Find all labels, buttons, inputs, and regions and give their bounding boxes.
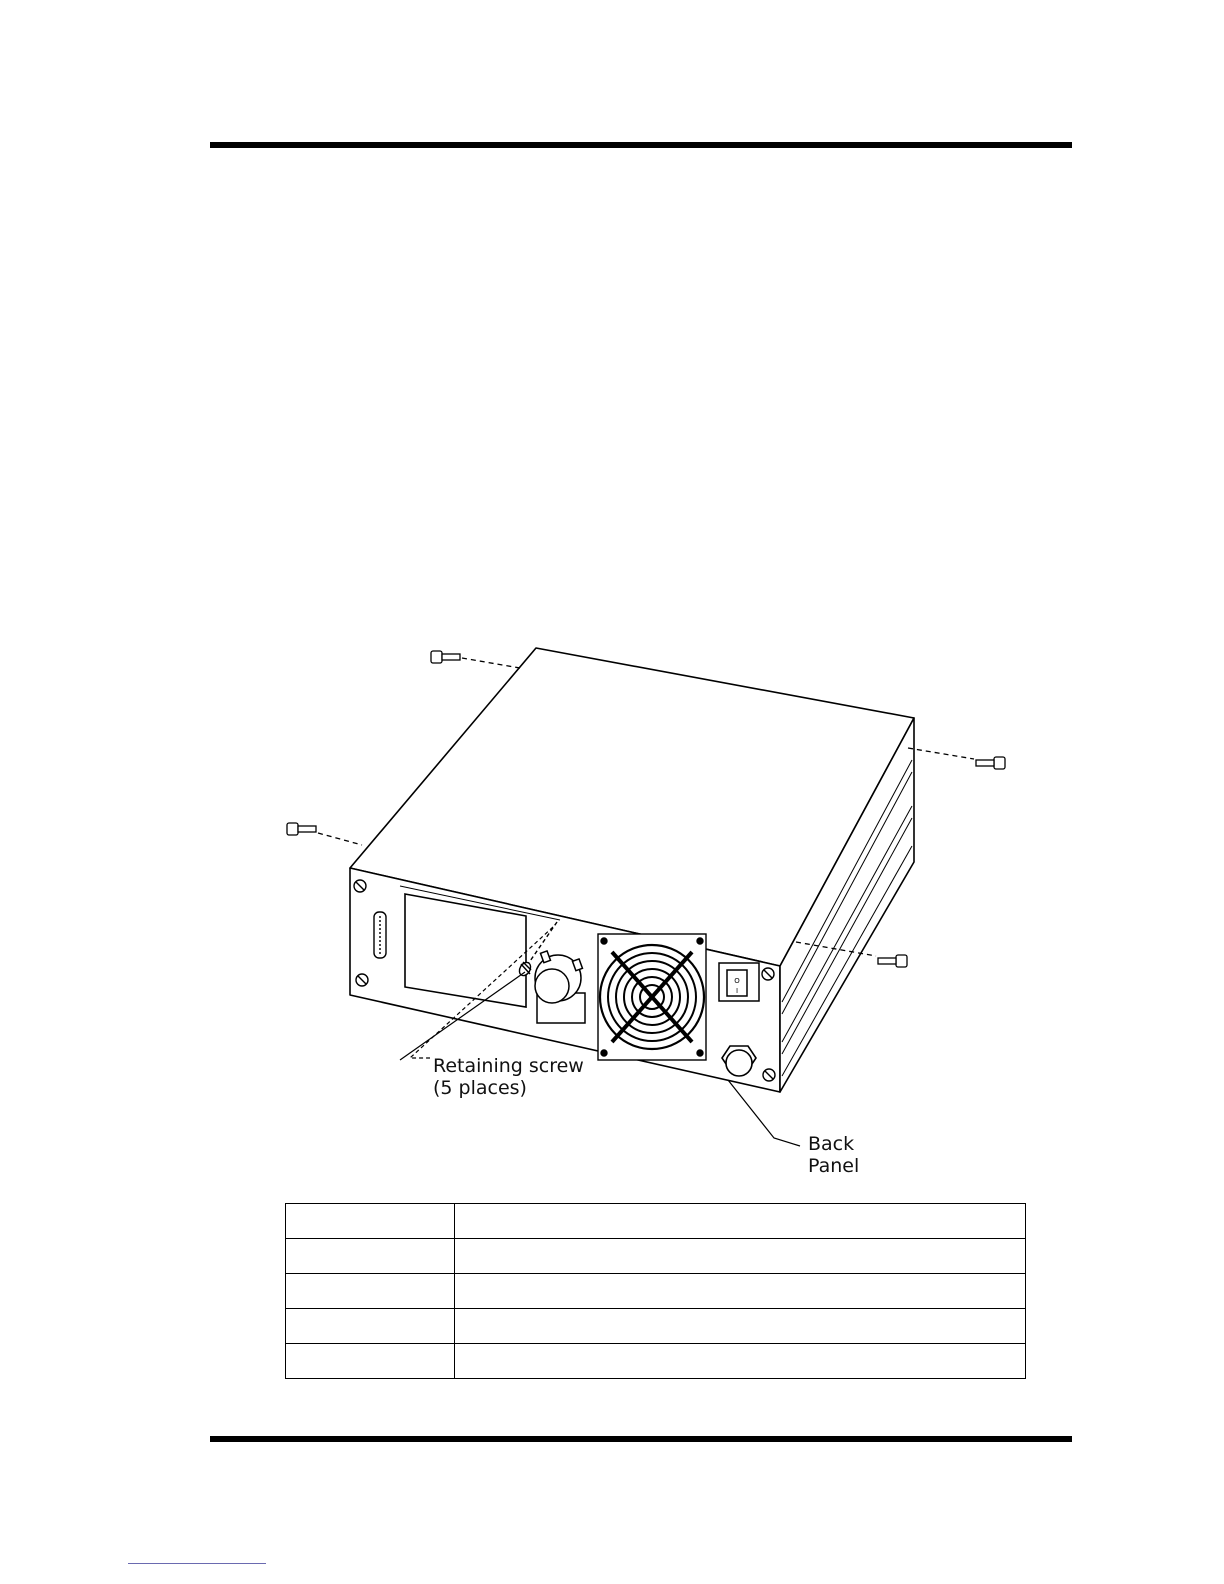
- table-cell: [455, 1344, 1026, 1379]
- table-row: [286, 1239, 1026, 1274]
- table-row: [286, 1274, 1026, 1309]
- table-row: [286, 1344, 1026, 1379]
- header-rule: [210, 142, 1072, 148]
- screw-left: [287, 823, 362, 845]
- back-panel-label-2: Panel: [808, 1155, 860, 1177]
- switch-on-label: I: [735, 987, 739, 995]
- panel-screw-top-right: [762, 968, 774, 980]
- screw-top-left: [431, 651, 520, 668]
- table-cell: [286, 1344, 455, 1379]
- switch-off-label: O: [734, 977, 740, 985]
- back-panel-label-1: Back: [808, 1133, 855, 1155]
- table-cell: [286, 1204, 455, 1239]
- panel-screw-bottom-left: [356, 974, 368, 986]
- table-cell: [286, 1309, 455, 1344]
- panel-screw-top-left: [354, 880, 366, 892]
- table-cell: [455, 1309, 1026, 1344]
- table-cell: [286, 1274, 455, 1309]
- parts-table: [285, 1203, 1026, 1379]
- back-panel-callout: [808, 1133, 859, 1177]
- leader-back-panel: [728, 1080, 800, 1146]
- footer-link-underline[interactable]: [128, 1563, 266, 1564]
- panel-screw-bottom-right: [763, 1069, 775, 1081]
- table-row: [286, 1309, 1026, 1344]
- table-cell: [455, 1239, 1026, 1274]
- power-switch: [719, 963, 759, 1001]
- table-cell: [455, 1274, 1026, 1309]
- screw-right-top: [908, 748, 1005, 769]
- table-row: [286, 1204, 1026, 1239]
- cooling-fan: [598, 934, 706, 1060]
- retaining-screw-label: Retaining screw: [433, 1055, 584, 1077]
- retaining-screw-callout: [433, 1055, 584, 1099]
- retaining-screw-count: (5 places): [433, 1077, 527, 1099]
- table-cell: [455, 1204, 1026, 1239]
- footer-rule: [210, 1436, 1072, 1442]
- circular-connector: [535, 951, 585, 1023]
- back-panel-removal-figure: [260, 630, 1060, 1190]
- table-cell: [286, 1239, 455, 1274]
- db-connector: [374, 912, 386, 958]
